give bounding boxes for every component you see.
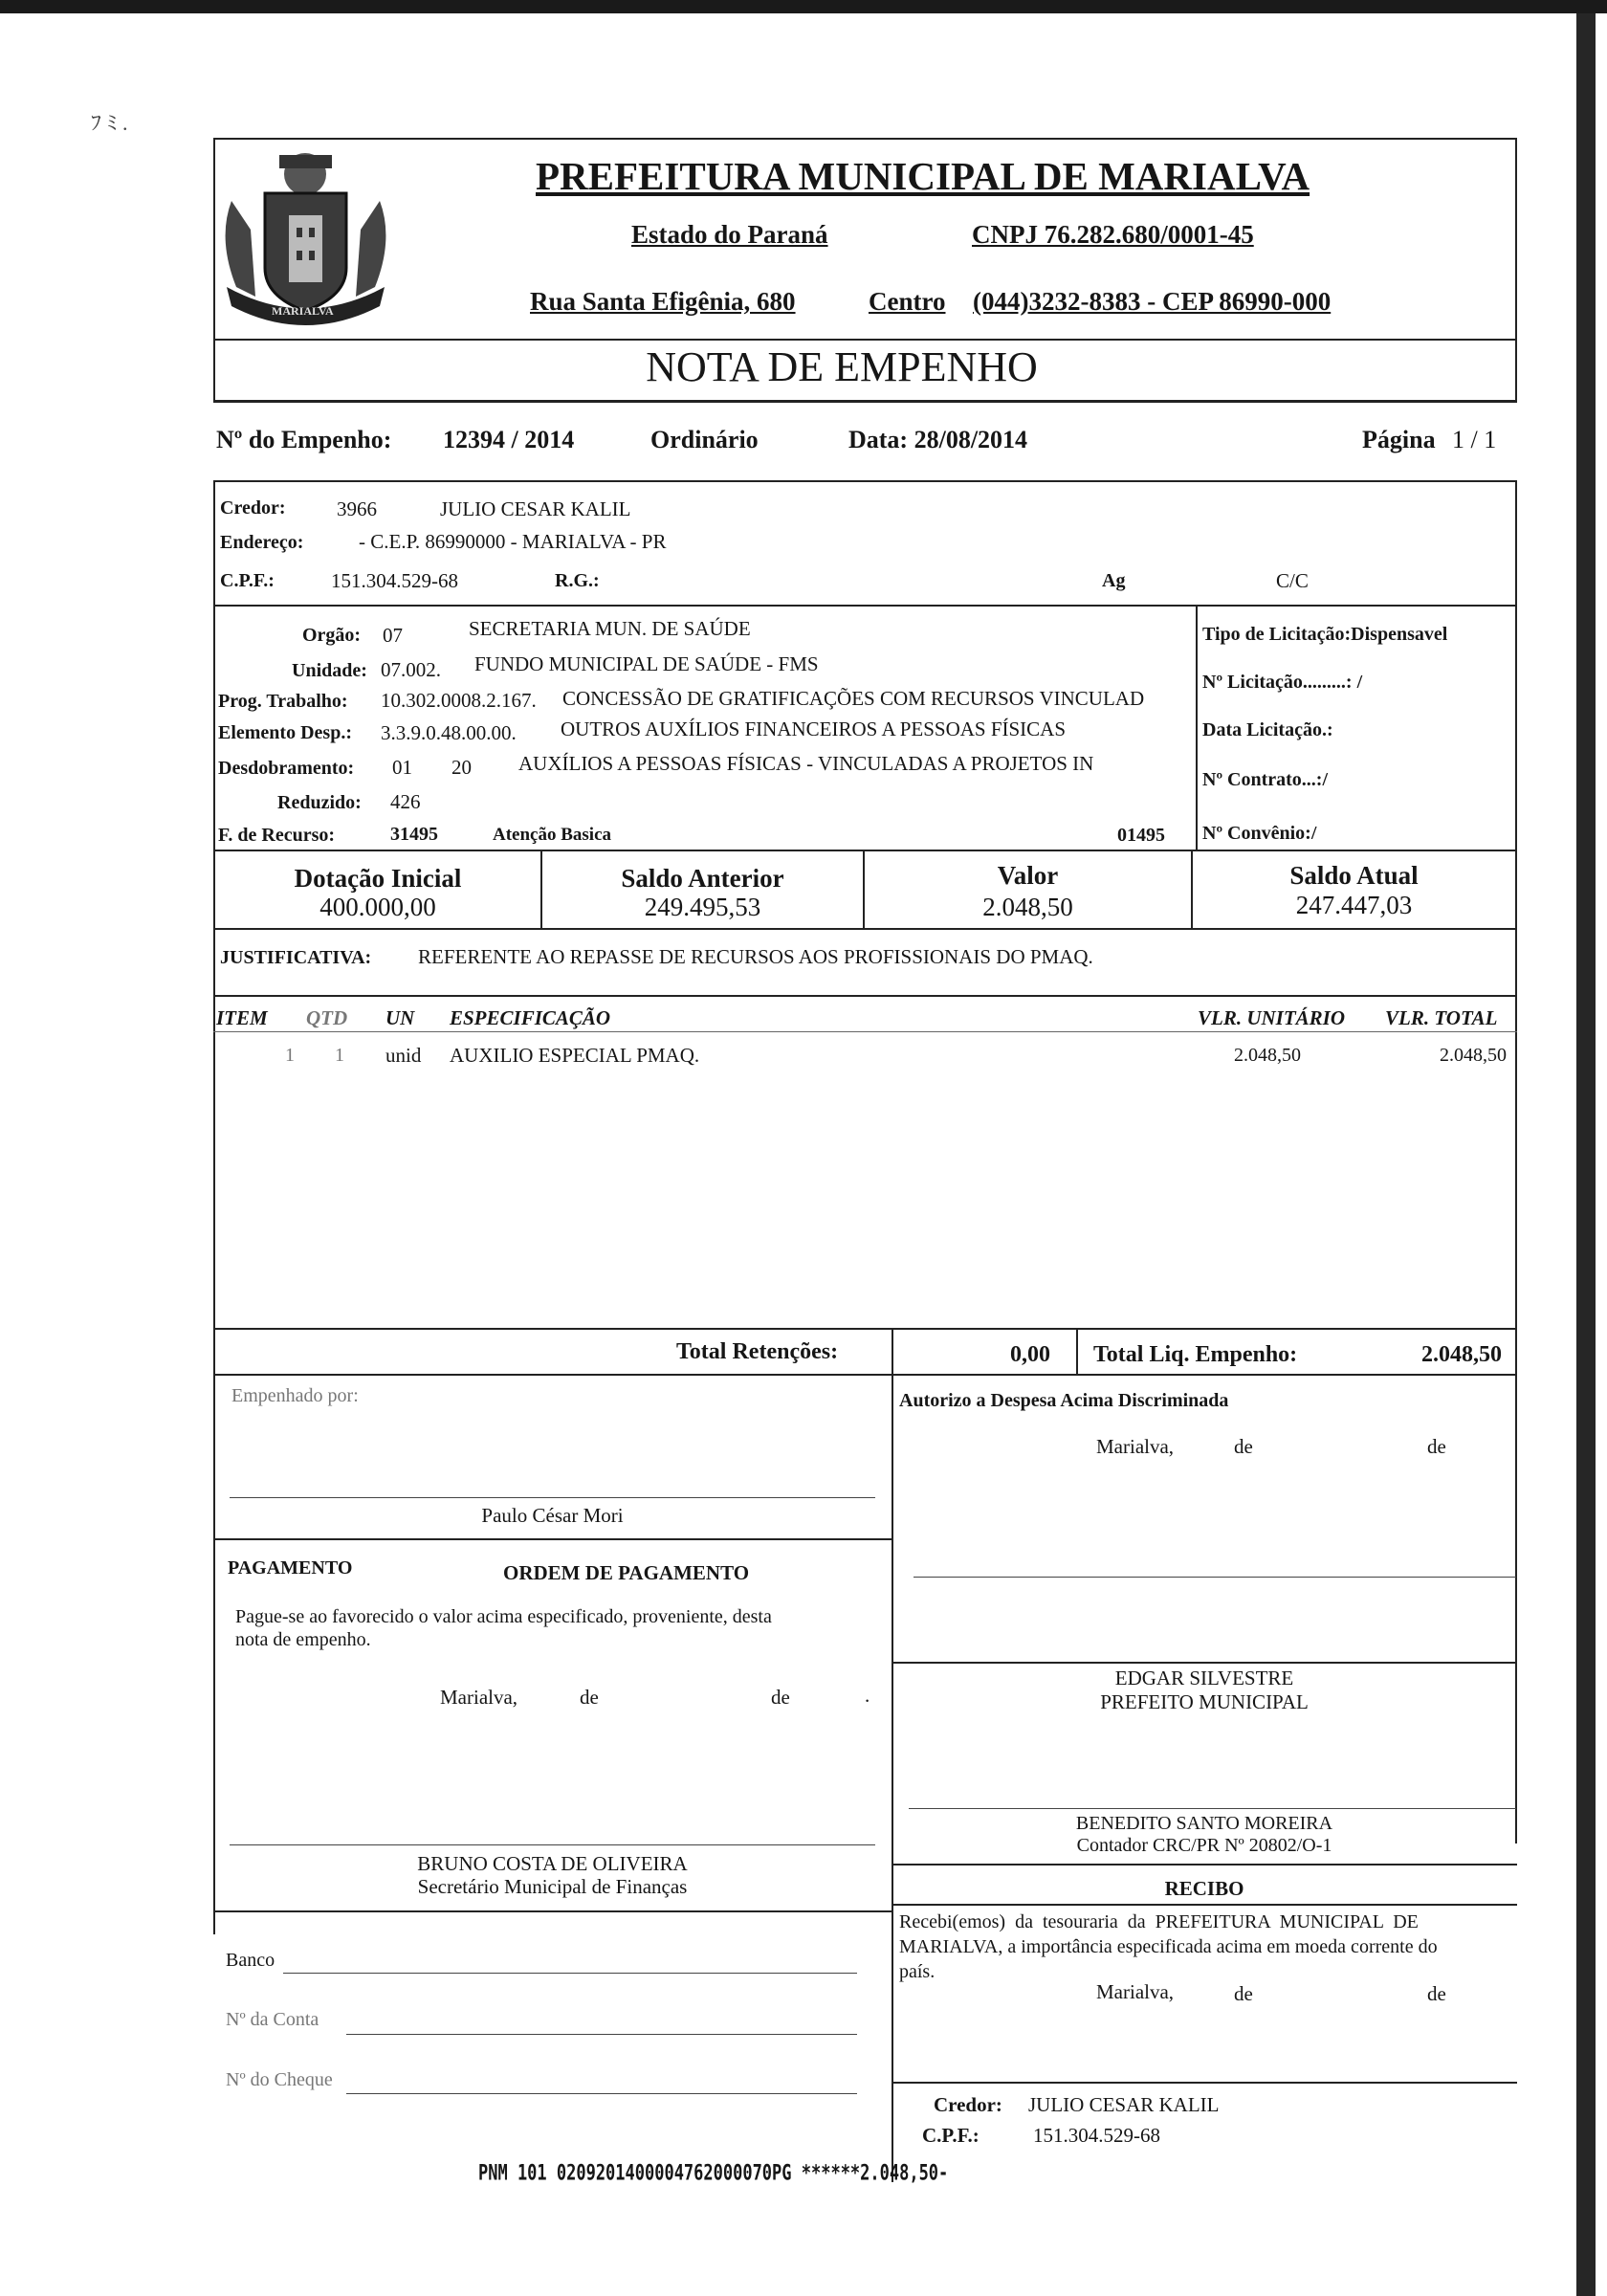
total-retencoes-value: 0,00 xyxy=(1010,1342,1050,1367)
valor-value: 2.048,50 xyxy=(982,893,1073,921)
conta-field[interactable] xyxy=(346,2034,857,2035)
account-label: C/C xyxy=(1276,569,1309,592)
saldo-atual-value: 247.447,03 xyxy=(1295,891,1413,919)
contador-name: BENEDITO SANTO MOREIRA xyxy=(1075,1813,1333,1834)
endereco-label: Endereço: xyxy=(220,532,304,553)
row-item: 1 xyxy=(285,1045,295,1066)
recibo-cpf-value: 151.304.529-68 xyxy=(1033,2124,1160,2147)
contador-title: Contador CRC/PR Nº 20802/O-1 xyxy=(1076,1835,1332,1856)
prefeito-name: EDGAR SILVESTRE xyxy=(1114,1667,1294,1689)
empenho-label: Nº do Empenho: xyxy=(216,426,392,453)
empenho-date: Data: 28/08/2014 xyxy=(848,426,1028,453)
reduzido-value: 426 xyxy=(390,790,421,813)
col-item: ITEM xyxy=(216,1006,268,1029)
row-qtd: 1 xyxy=(335,1045,344,1066)
secretario-name: BRUNO COSTA DE OLIVEIRA xyxy=(417,1852,688,1875)
total-liquido-label: Total Liq. Empenho: xyxy=(1093,1342,1298,1367)
page-label: Página xyxy=(1362,426,1436,453)
district: Centro xyxy=(869,287,946,316)
total-liquido-value: 2.048,50 xyxy=(1421,1342,1502,1367)
ordem-text-1: Pague-se ao favorecido o valor acima especificado, proveniente, desta xyxy=(235,1606,772,1627)
elemento-code: 3.3.9.0.48.00.00. xyxy=(381,721,517,744)
justificativa-label: JUSTIFICATIVA: xyxy=(220,947,372,968)
street-address: Rua Santa Efigênia, 680 xyxy=(530,287,796,316)
agency-label: Ag xyxy=(1102,570,1126,591)
orgao-label: Orgão: xyxy=(302,625,362,646)
contrato-number: Nº Contrato...:/ xyxy=(1202,769,1329,790)
dotacao-inicial-label: Dotação Inicial xyxy=(294,864,462,893)
col-vlr-total: VLR. TOTAL xyxy=(1385,1006,1498,1029)
pagamento-label: PAGAMENTO xyxy=(228,1557,353,1578)
reduzido-label: Reduzido: xyxy=(277,792,362,813)
signature-line-autorizo xyxy=(914,1577,1516,1578)
ordem-date-de2: de xyxy=(771,1686,790,1709)
empenhado-por-name: Paulo César Mori xyxy=(481,1504,624,1527)
ordem-pagamento-title: ORDEM DE PAGAMENTO xyxy=(503,1561,750,1584)
desdobramento-code2: 20 xyxy=(451,756,472,779)
unidade-code: 07.002. xyxy=(381,658,441,681)
autorizo-date-city: Marialva, xyxy=(1096,1435,1175,1458)
elemento-desc: OUTROS AUXÍLIOS FINANCEIROS A PESSOAS FÍSICAS xyxy=(561,718,1067,740)
cheque-label: Nº do Cheque xyxy=(226,2069,333,2090)
saldo-atual-label: Saldo Atual xyxy=(1289,861,1419,890)
valor-label: Valor xyxy=(997,861,1059,890)
recurso-desc: Atenção Basica xyxy=(493,825,612,845)
recurso-label: F. de Recurso: xyxy=(218,825,336,846)
prog-code: 10.302.0008.2.167. xyxy=(381,689,537,712)
cheque-field[interactable] xyxy=(346,2093,857,2094)
unidade-desc: FUNDO MUNICIPAL DE SAÚDE - FMS xyxy=(474,652,819,675)
justificativa-text: REFERENTE AO REPASSE DE RECURSOS AOS PROFISSIONAIS DO PMAQ. xyxy=(418,945,1093,968)
col-especificacao: ESPECIFICAÇÃO xyxy=(450,1006,611,1029)
signature-line-empenhado xyxy=(230,1497,875,1498)
dotacao-inicial-value: 400.000,00 xyxy=(319,893,436,921)
document-title: NOTA DE EMPENHO xyxy=(646,343,1038,390)
elemento-label: Elemento Desp.: xyxy=(218,722,352,743)
banco-field[interactable] xyxy=(283,1973,857,1974)
prefeito-title: PREFEITO MUNICIPAL xyxy=(1100,1690,1309,1713)
state-name: Estado do Paraná xyxy=(631,220,828,249)
ordem-date-dot: . xyxy=(865,1684,870,1707)
signature-line-secretario xyxy=(230,1844,875,1845)
desdobramento-code: 01 xyxy=(392,756,412,779)
rg-label: R.G.: xyxy=(555,570,600,591)
licitacao-tipo: Tipo de Licitação:Dispensavel xyxy=(1202,624,1448,645)
cpf-value: 151.304.529-68 xyxy=(331,569,458,592)
municipality-title: PREFEITURA MUNICIPAL DE MARIALVA xyxy=(536,154,1310,198)
crest-banner-text: MARIALVA xyxy=(272,304,334,318)
recibo-credor-label: Credor: xyxy=(934,2093,1002,2116)
saldo-anterior-label: Saldo Anterior xyxy=(621,864,784,893)
empenho-number: 12394 / 2014 xyxy=(443,426,575,453)
orgao-desc: SECRETARIA MUN. DE SAÚDE xyxy=(469,617,751,640)
page-value: 1 / 1 xyxy=(1452,426,1497,453)
col-vlr-unitario: VLR. UNITÁRIO xyxy=(1198,1006,1346,1029)
ordem-date-de1: de xyxy=(580,1686,599,1709)
row-un: unid xyxy=(385,1044,422,1067)
orgao-code: 07 xyxy=(383,624,403,647)
phone-cep: (044)3232-8383 - CEP 86990-000 xyxy=(973,287,1332,316)
credor-label: Credor: xyxy=(220,497,286,519)
scan-right-edge xyxy=(1576,13,1596,2296)
empenho-type: Ordinário xyxy=(650,426,759,453)
recibo-text-2: MARIALVA, a importância especificada acima em moeda corrente do xyxy=(899,1936,1438,1957)
prog-desc: CONCESSÃO DE GRATIFICAÇÕES COM RECURSOS VINCULAD xyxy=(562,687,1145,710)
secretario-title: Secretário Municipal de Finanças xyxy=(417,1875,688,1898)
recurso-code: 31495 xyxy=(390,824,438,845)
credor-name: JULIO CESAR KALIL xyxy=(440,497,631,520)
endereco-value: - C.E.P. 86990000 - MARIALVA - PR xyxy=(359,530,667,553)
unidade-label: Unidade: xyxy=(292,660,367,681)
credor-code: 3966 xyxy=(337,497,377,520)
cnpj: CNPJ 76.282.680/0001-45 xyxy=(972,220,1254,249)
prog-label: Prog. Trabalho: xyxy=(218,691,348,712)
desdobramento-desc: AUXÍLIOS A PESSOAS FÍSICAS - VINCULADAS A PROJETOS IN xyxy=(518,752,1094,775)
cpf-label: C.P.F.: xyxy=(220,570,275,591)
row-vlr-total: 2.048,50 xyxy=(1440,1045,1507,1066)
scan-top-edge xyxy=(0,0,1607,13)
col-un: UN xyxy=(385,1006,415,1029)
col-qtd: QTD xyxy=(306,1006,348,1029)
row-vlr-unitario: 2.048,50 xyxy=(1234,1045,1301,1066)
ordem-date-city: Marialva, xyxy=(440,1686,518,1709)
recibo-cpf-label: C.P.F.: xyxy=(922,2124,980,2147)
recibo-credor-name: JULIO CESAR KALIL xyxy=(1028,2093,1220,2116)
autorizo-date-de1: de xyxy=(1234,1435,1253,1458)
autorizo-despesa: Autorizo a Despesa Acima Discriminada xyxy=(899,1390,1229,1411)
licitacao-numero: Nº Licitação.........: / xyxy=(1202,672,1363,693)
recibo-date-de2: de xyxy=(1427,1982,1446,2005)
autorizo-date-de2: de xyxy=(1427,1435,1446,1458)
conta-label: Nº da Conta xyxy=(226,2009,319,2030)
licitacao-data: Data Licitação.: xyxy=(1202,719,1333,740)
row-especificacao: AUXILIO ESPECIAL PMAQ. xyxy=(450,1044,700,1067)
desdobramento-label: Desdobramento: xyxy=(218,758,355,779)
signature-line-contador xyxy=(909,1808,1516,1809)
recibo-text-3: país. xyxy=(899,1961,936,1982)
ordem-text-2: nota de empenho. xyxy=(235,1629,371,1650)
municipal-crest xyxy=(212,144,399,335)
recibo-title: RECIBO xyxy=(1164,1877,1244,1900)
banco-label: Banco xyxy=(226,1950,275,1971)
scan-marks: ﾌ ﾐ . xyxy=(91,111,128,135)
recurso-code2: 01495 xyxy=(1117,825,1165,846)
empenhado-por-label: Empenhado por: xyxy=(231,1385,359,1406)
saldo-anterior-value: 249.495,53 xyxy=(644,893,761,921)
recibo-date-city: Marialva, xyxy=(1096,1980,1175,2003)
total-retencoes-label: Total Retenções: xyxy=(676,1339,839,1364)
footer-code: PNM 101 0209201400004762000070PG ******2.048,50- xyxy=(478,2161,949,2186)
convenio-number: Nº Convênio:/ xyxy=(1202,823,1317,844)
recibo-date-de1: de xyxy=(1234,1982,1253,2005)
recibo-text-1: Recebi(emos) da tesouraria da PREFEITURA MUNICIPAL DE xyxy=(899,1911,1419,1932)
